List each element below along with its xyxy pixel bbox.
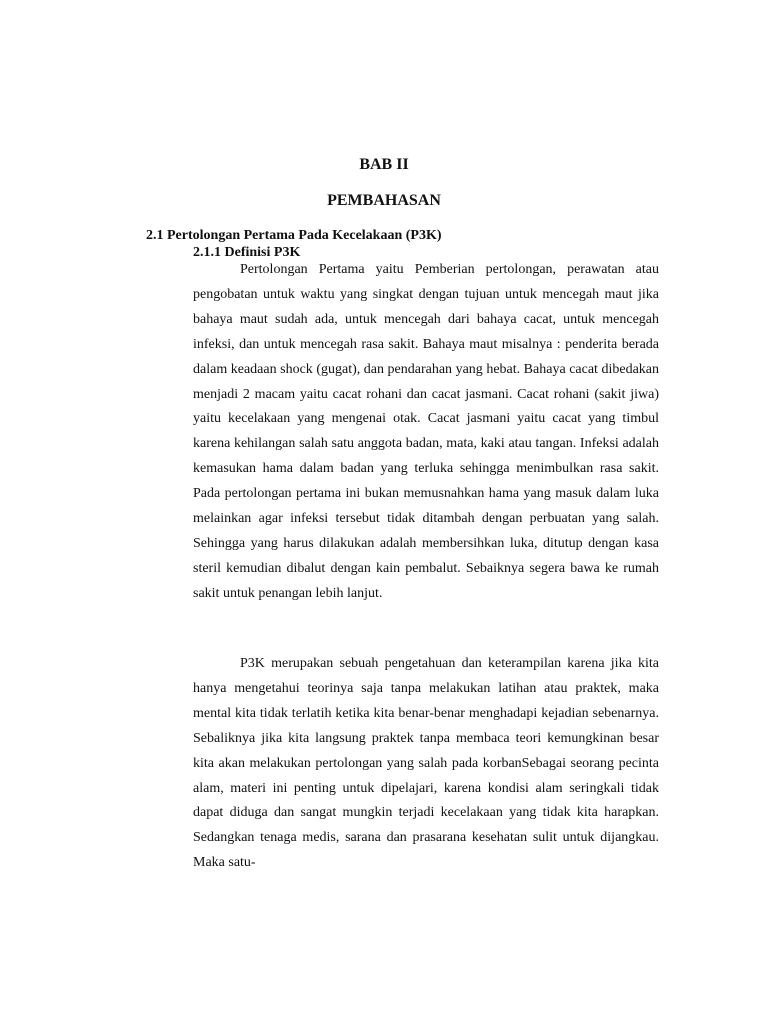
subsection-heading: 2.1.1 Definisi P3K	[193, 245, 301, 260]
body-paragraph-2: P3K merupakan sebuah pengetahuan dan keterampilan karena jika kita hanya mengetahui teorinya saja tanpa melakukan latihan atau praktek, maka mental kita tidak terlatih ketika kita benar-benar menghadapi kejadian sebenarnya. Sebaliknya jika kita langsung praktek tanpa membaca teori kemungkinan besar kita akan melakukan pertolongan yang salah pada korbanSebagai seorang pecinta alam, materi ini penting untuk dipelajari, karena kondisi alam seringkali tidak dapat diduga dan sangat mungkin terjadi kecelakaan yang tidak kita harapkan. Sedangkan tenaga medis, sarana dan prasarana kesehatan sulit untuk dijangkau. Maka satu-	[193, 656, 659, 871]
body-paragraph-1: Pertolongan Pertama yaitu Pemberian pertolongan, perawatan atau pengobatan untuk waktu yang singkat dengan tujuan untuk mencegah maut jika bahaya maut sudah ada, untuk mencegah dari bahaya cacat, untuk mencegah infeksi, dan untuk mencegah rasa sakit. Bahaya maut misalnya : penderita berada dalam keadaan shock (gugat), dan pendarahan yang hebat. Bahaya cacat dibedakan menjadi 2 macam yaitu cacat rohani dan cacat jasmani. Cacat rohani (sakit jiwa) yaitu kecelakaan yang mengenai otak. Cacat jasmani yaitu cacat yang timbul karena kehilangan salah satu anggota badan, mata, kaki atau tangan. Infeksi adalah kemasukan hama dalam badan yang terluka sehingga menimbulkan rasa sakit. Pada pertolongan pertama ini bukan memusnahkan hama yang masuk dalam luka melainkan agar infeksi tersebut tidak ditambah dengan perbuatan yang salah. Sehingga yang harus dilakukan adalah membersihkan luka, ditutup dengan kasa steril kemudian dibalut dengan kain pembalut. Sebaiknya segera bawa ke rumah sakit untuk penangan lebih lanjut.	[193, 262, 659, 601]
chapter-number: BAB II	[359, 156, 409, 173]
chapter-title: PEMBAHASAN	[327, 192, 441, 209]
section-heading: 2.1 Pertolongan Pertama Pada Kecelakaan (P3K)	[146, 228, 442, 243]
